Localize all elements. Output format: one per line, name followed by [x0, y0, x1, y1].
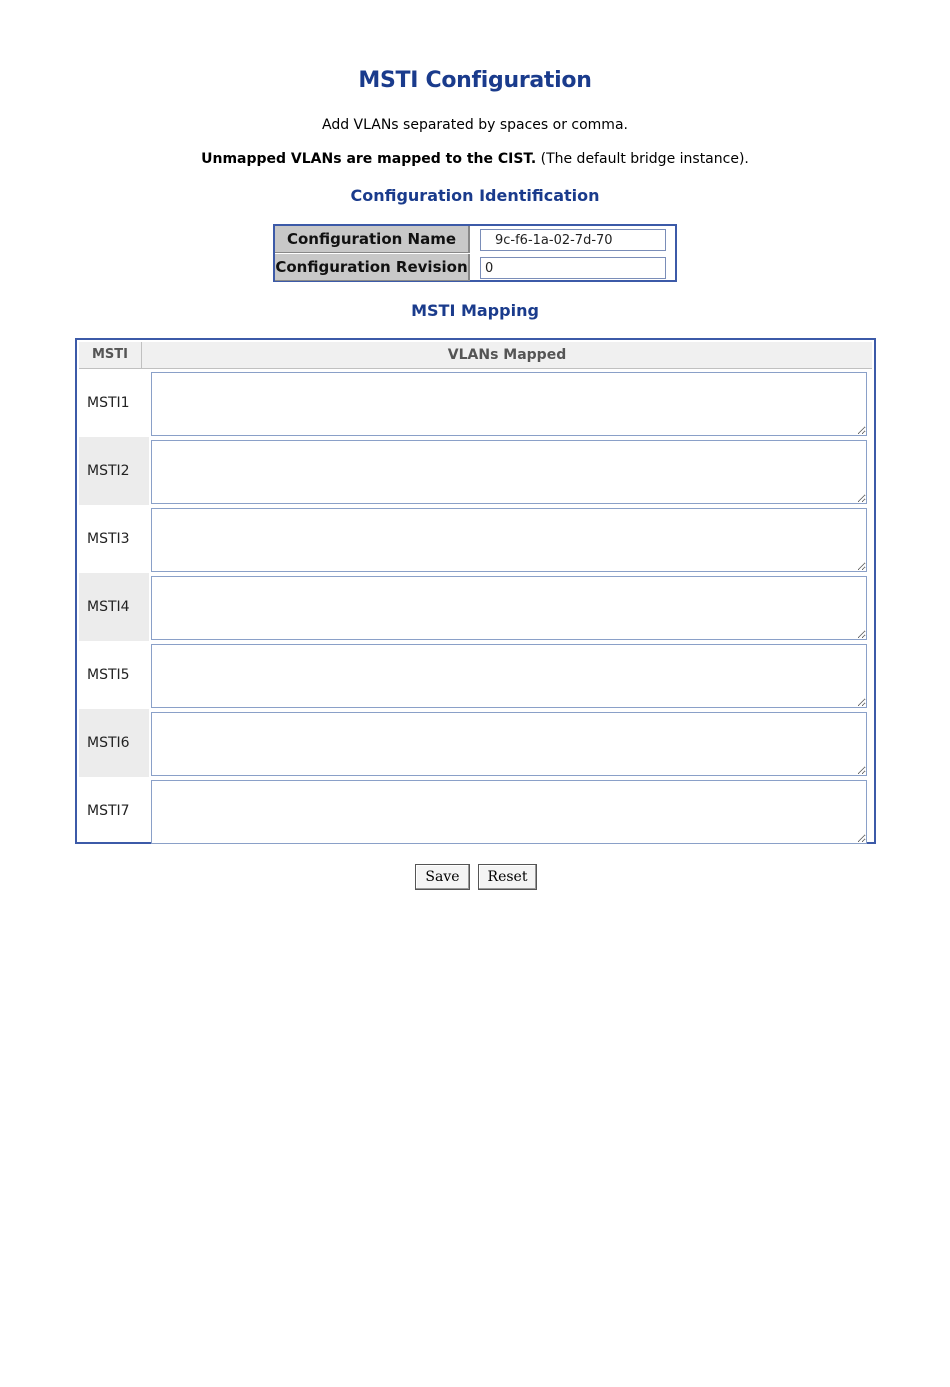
instruction-text: Add VLANs separated by spaces or comma. — [322, 117, 628, 133]
config-identification-heading: Configuration Identification — [350, 186, 600, 205]
table-row — [79, 641, 872, 709]
msti-label: MSTI2 — [79, 437, 149, 505]
cist-note-rest: (The default bridge instance). — [536, 151, 749, 167]
page-title: MSTI Configuration — [358, 68, 592, 93]
reset-button[interactable]: Reset — [478, 864, 537, 890]
config-identification-table — [273, 224, 677, 282]
msti6-vlans-textarea[interactable] — [151, 712, 867, 776]
table-row — [79, 709, 872, 777]
table-row — [79, 505, 872, 573]
column-header-msti: MSTI — [79, 342, 142, 368]
msti-label: MSTI4 — [79, 573, 149, 641]
msti1-vlans-textarea[interactable] — [151, 372, 867, 436]
msti-label: MSTI3 — [87, 531, 130, 547]
save-button[interactable]: Save — [415, 864, 470, 890]
msti-label: MSTI6 — [79, 709, 149, 777]
table-row — [79, 573, 872, 641]
msti-mapping-heading: MSTI Mapping — [411, 301, 539, 320]
cist-note-bold: Unmapped VLANs are mapped to the CIST. — [201, 151, 537, 167]
msti-label: MSTI1 — [87, 395, 130, 411]
msti-label: MSTI5 — [87, 667, 130, 683]
msti-label: MSTI7 — [87, 803, 130, 819]
msti3-vlans-textarea[interactable] — [151, 508, 867, 572]
cist-note — [0, 151, 950, 167]
msti-mapping-table — [75, 338, 876, 844]
config-revision-label: Configuration Revision — [275, 254, 470, 281]
msti5-vlans-textarea[interactable] — [151, 644, 867, 708]
config-revision-row — [275, 254, 675, 282]
table-row — [79, 437, 872, 505]
config-name-label: Configuration Name — [275, 226, 470, 253]
config-name-row — [275, 226, 675, 254]
table-row — [79, 777, 872, 845]
msti2-vlans-textarea[interactable] — [151, 440, 867, 504]
table-header — [79, 342, 872, 369]
column-header-vlans-mapped: VLANs Mapped — [447, 347, 567, 363]
msti4-vlans-textarea[interactable] — [151, 576, 867, 640]
config-name-input[interactable] — [480, 229, 666, 251]
msti7-vlans-textarea[interactable] — [151, 780, 867, 844]
config-revision-input[interactable] — [480, 257, 666, 279]
table-row — [79, 369, 872, 437]
